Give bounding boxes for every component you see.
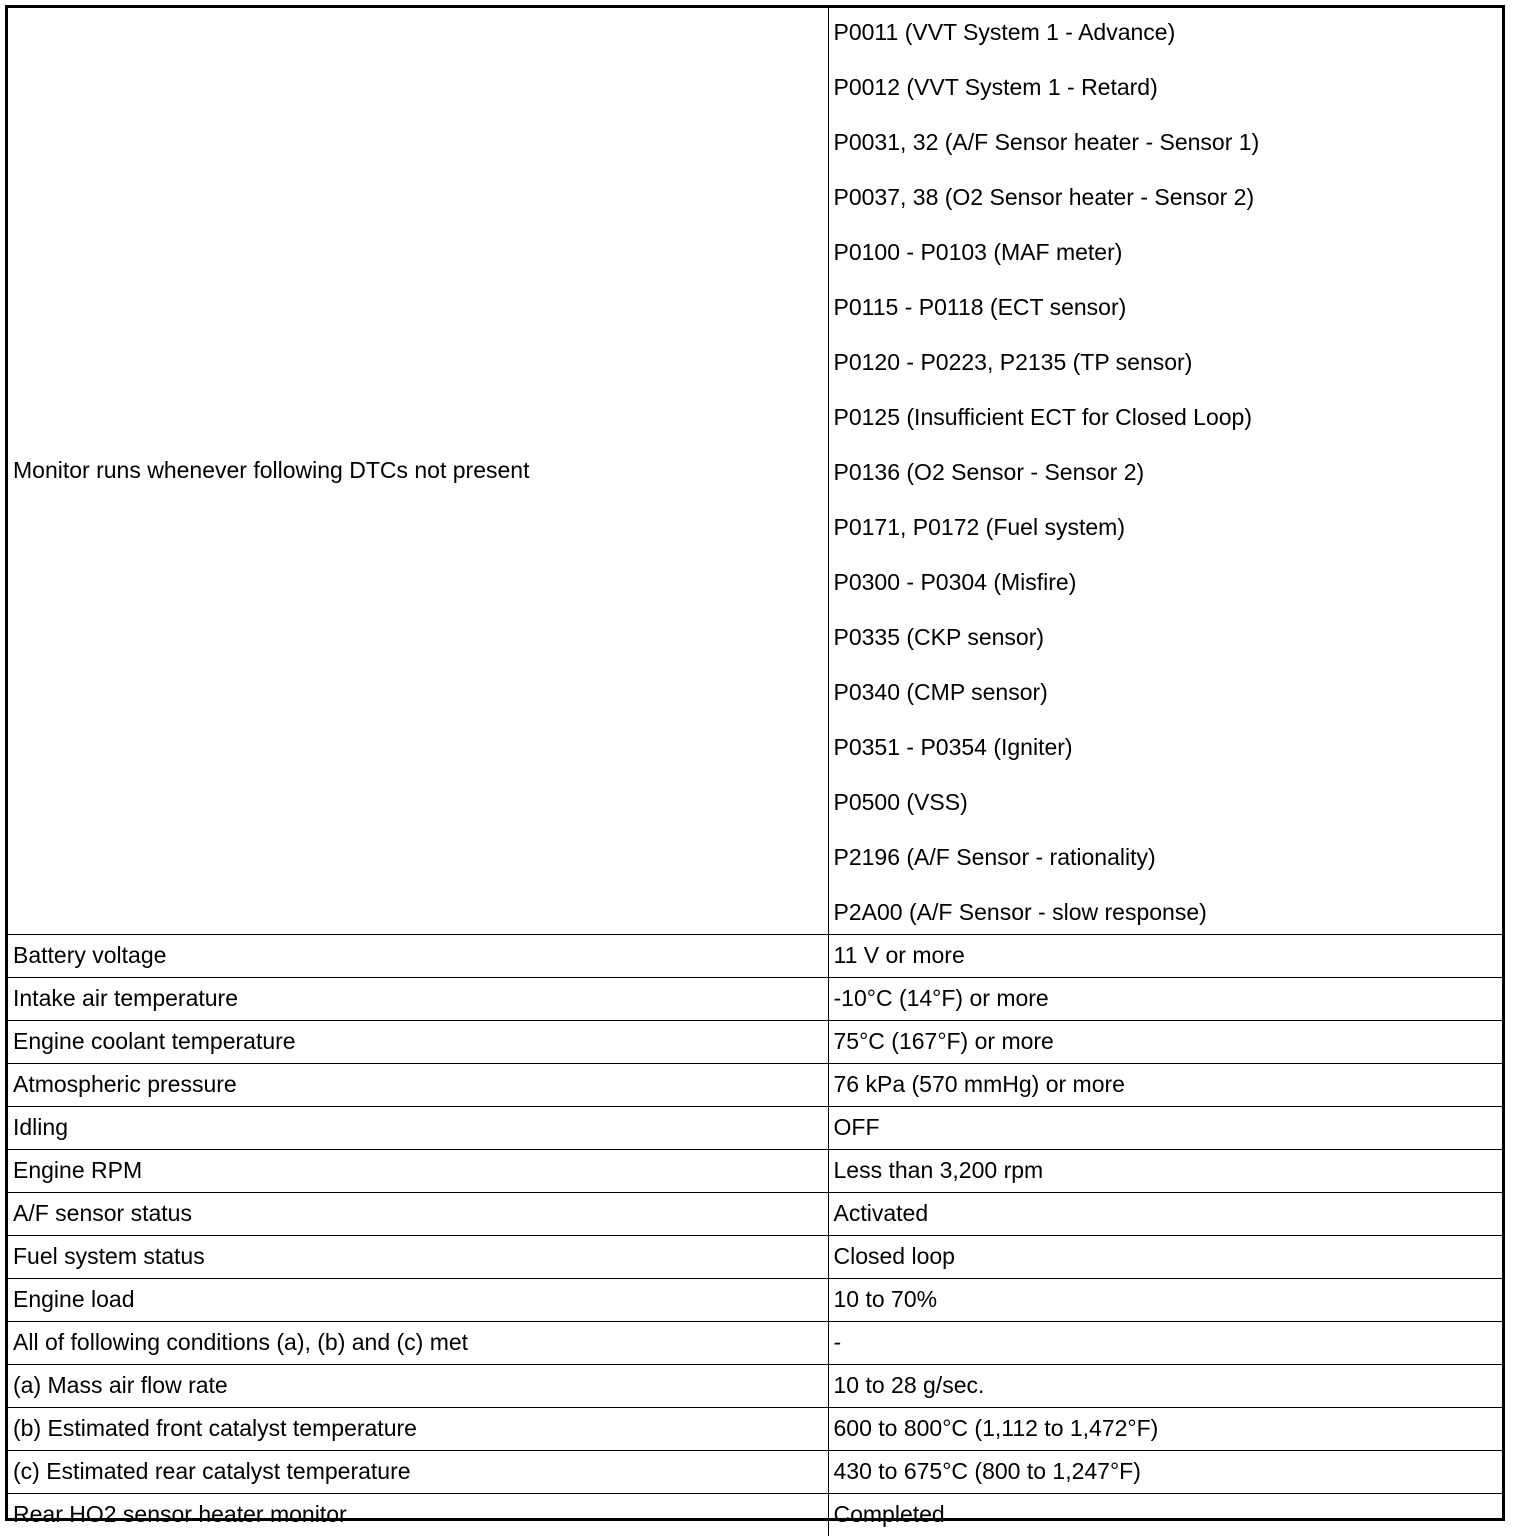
table-row (8, 1236, 1502, 1279)
condition-label: Idling (8, 1107, 828, 1150)
condition-value: Less than 3,200 rpm (828, 1150, 1502, 1193)
dtc-item: P0037, 38 (O2 Sensor heater - Sensor 2) (834, 175, 1498, 230)
dtc-item: P2A00 (A/F Sensor - slow response) (834, 890, 1498, 934)
dtc-item: P0115 - P0118 (ECT sensor) (834, 285, 1498, 340)
condition-value: 430 to 675°C (800 to 1,247°F) (828, 1451, 1502, 1494)
condition-value: Completed (828, 1494, 1502, 1536)
monitor-conditions-table (8, 8, 1502, 1536)
table-row (8, 1322, 1502, 1365)
condition-label: Intake air temperature (8, 978, 828, 1021)
table-row (8, 1494, 1502, 1536)
condition-label: Engine RPM (8, 1150, 828, 1193)
condition-value: 10 to 28 g/sec. (828, 1365, 1502, 1408)
dtc-item: P0011 (VVT System 1 - Advance) (834, 10, 1498, 65)
dtc-item: P0335 (CKP sensor) (834, 615, 1498, 670)
condition-label: All of following conditions (a), (b) and (c) met (8, 1322, 828, 1365)
condition-label: Engine load (8, 1279, 828, 1322)
condition-value: 10 to 70% (828, 1279, 1502, 1322)
table-row (8, 1021, 1502, 1064)
condition-value: 76 kPa (570 mmHg) or more (828, 1064, 1502, 1107)
condition-label: Engine coolant temperature (8, 1021, 828, 1064)
table-row (8, 1408, 1502, 1451)
dtc-item: P0100 - P0103 (MAF meter) (834, 230, 1498, 285)
table-row (8, 1451, 1502, 1494)
table-row (8, 1193, 1502, 1236)
dtc-list (834, 10, 1498, 934)
dtc-list-cell (828, 8, 1502, 935)
table-row (8, 935, 1502, 978)
table-row (8, 1365, 1502, 1408)
dtc-item: P0171, P0172 (Fuel system) (834, 505, 1498, 560)
condition-label: Fuel system status (8, 1236, 828, 1279)
condition-value: 11 V or more (828, 935, 1502, 978)
condition-label: Battery voltage (8, 935, 828, 978)
condition-value: 600 to 800°C (1,112 to 1,472°F) (828, 1408, 1502, 1451)
dtc-row (8, 8, 1502, 935)
table-row (8, 978, 1502, 1021)
condition-value: OFF (828, 1107, 1502, 1150)
dtc-item: P0120 - P0223, P2135 (TP sensor) (834, 340, 1498, 395)
dtc-item: P0012 (VVT System 1 - Retard) (834, 65, 1498, 120)
condition-value: -10°C (14°F) or more (828, 978, 1502, 1021)
condition-value: 75°C (167°F) or more (828, 1021, 1502, 1064)
dtc-item: P2196 (A/F Sensor - rationality) (834, 835, 1498, 890)
condition-label: (a) Mass air flow rate (8, 1365, 828, 1408)
dtc-item: P0351 - P0354 (Igniter) (834, 725, 1498, 780)
condition-label: (c) Estimated rear catalyst temperature (8, 1451, 828, 1494)
table-row (8, 1064, 1502, 1107)
dtc-item: P0300 - P0304 (Misfire) (834, 560, 1498, 615)
conditions-table-frame (5, 5, 1505, 1521)
table-row (8, 1279, 1502, 1322)
condition-value: - (828, 1322, 1502, 1365)
condition-label: (b) Estimated front catalyst temperature (8, 1408, 828, 1451)
condition-label: Atmospheric pressure (8, 1064, 828, 1107)
dtc-item: P0340 (CMP sensor) (834, 670, 1498, 725)
condition-value: Closed loop (828, 1236, 1502, 1279)
dtc-item: P0125 (Insufficient ECT for Closed Loop) (834, 395, 1498, 450)
dtc-item: P0031, 32 (A/F Sensor heater - Sensor 1) (834, 120, 1498, 175)
dtc-item: P0500 (VSS) (834, 780, 1498, 835)
table-row (8, 1107, 1502, 1150)
table-row (8, 1150, 1502, 1193)
condition-value: Activated (828, 1193, 1502, 1236)
dtc-row-label: Monitor runs whenever following DTCs not present (8, 8, 828, 935)
condition-label: A/F sensor status (8, 1193, 828, 1236)
dtc-item: P0136 (O2 Sensor - Sensor 2) (834, 450, 1498, 505)
condition-label: Rear HO2 sensor heater monitor (8, 1494, 828, 1536)
